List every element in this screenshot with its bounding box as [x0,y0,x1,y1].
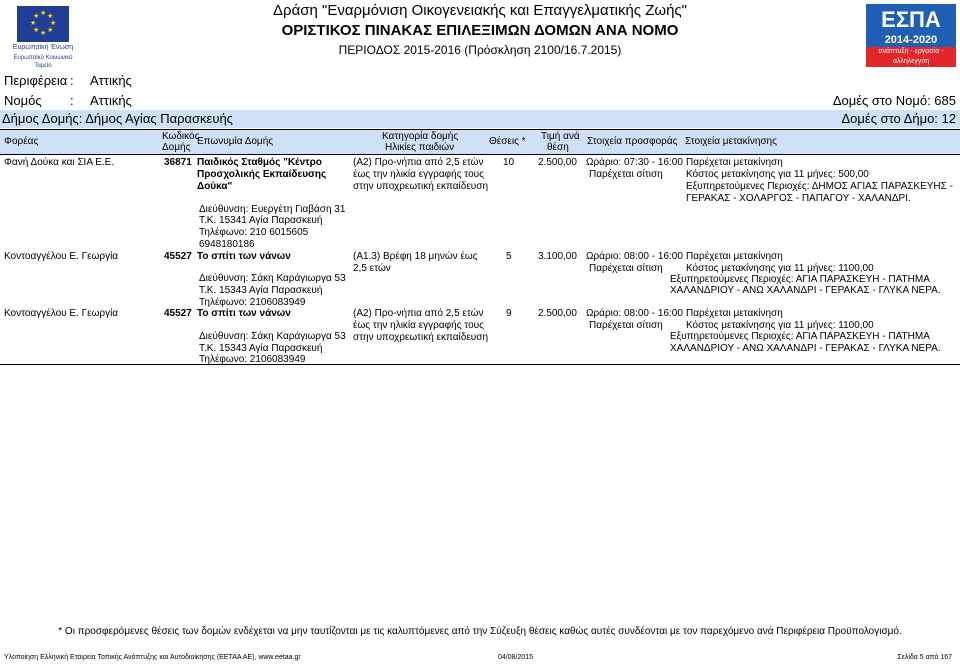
row-foreas: Κοντοαγγέλου Ε. Γεωργία [4,308,119,319]
eu-flag-icon: ★ ★ ★ ★ ★ ★ ★ ★ [17,6,69,42]
row-address-line2: Τ.Κ. 15343 Αγία Παρασκευή [199,285,323,296]
municipality-name: Δήμος Δομής: Δήμος Αγίας Παρασκευής [2,111,233,126]
row-price: 3.100,00 [538,251,577,262]
espa-logo-name: ΕΣΠΑ [866,4,956,34]
row-price: 2.500,00 [538,157,577,168]
row-address-line2: Τ.Κ. 15341 Αγία Παρασκευή [199,215,323,226]
row-category-line3: στην υποχρεωτική εκπαίδευση [353,181,488,192]
row-code: 45527 [164,308,192,319]
row-transport-line2: Κόστος μετακίνησης για 11 μήνες: 1100,00 [686,320,874,331]
row-address-line3: Τηλέφωνο: 210 6015605 [199,227,309,238]
row-name-line1: Το σπίτι των νάνων [197,251,291,262]
row-seats: 5 [506,251,512,262]
col-category-line1: Κατηγορία δομής [382,131,459,142]
col-offer: Στοιχεία προσφοράς [587,136,678,147]
col-price-line2: θέση [547,142,569,153]
row-transport-line4: ΓΕΡΑΚΑΣ - ΧΟΛΑΡΓΟΣ - ΠΑΠΑΓΟΥ - ΧΑΛΑΝΔΡΙ. [686,193,911,204]
footer-date: 04/08/2015 [498,654,534,661]
col-code-line1: Κωδικός [162,131,200,142]
row-transport-line1: Παρέχεται μετακίνηση [686,308,783,319]
table-header [0,129,960,155]
prefecture-label: Νομός [4,93,42,108]
row-foreas: Κοντοαγγέλου Ε. Γεωργία [4,251,119,262]
prefecture-count: Δομές στο Νομό: 685 [832,93,956,108]
row-offer-meals: Παρέχεται σίτιση [589,169,663,180]
row-address-line4: 6948180186 [199,239,255,250]
eu-logo-sublabel: Ευρωπαϊκό Κοινωνικό Ταμείο [13,55,73,69]
region-label: Περιφέρεια [4,73,68,88]
row-code: 45527 [164,251,192,262]
row-address-line1: Διεύθυνση: Σάκη Καράγιωργα 53 [199,331,346,342]
row-code: 36871 [164,157,192,168]
row-offer-meals: Παρέχεται σίτιση [589,320,663,331]
row-category-line2: έως την ηλικία εγγραφής τους [353,320,484,331]
row-category-line2: 2,5 ετών [353,263,391,274]
col-category-line2: Ηλικίες παιδιών [385,142,455,153]
document-period: ΠΕΡΙΟΔΟΣ 2015-2016 (Πρόσκληση 2100/16.7.2015) [338,43,622,57]
row-address-line2: Τ.Κ. 15343 Αγία Παρασκευή [199,343,323,354]
municipality-count: Δομές στο Δήμο: 12 [841,111,956,126]
row-offer-meals: Παρέχεται σίτιση [589,263,663,274]
table-bottom-border [0,364,960,365]
col-name: Επωνυμία Δομής [197,136,274,147]
footnote: * Οι προσφερόμενες θέσεις των δομών ενδέχεται να μην ταυτίζονται με τις καλυπτόμενες από την Σύζευξη θέσεις καθώς αυτές συνδέονται με τον παρεχόμενο ανά Περιφέρεια Προϋπολογισμό. [58,626,902,637]
row-category-line2: έως την ηλικία εγγραφής τους [353,169,484,180]
row-transport-line2: Κόστος μετακίνησης για 11 μήνες: 1100,00 [686,263,874,274]
region-value: Αττικής [90,73,132,88]
row-transport-line4: ΧΑΛΑΝΔΡΙΟΥ - ΑΝΩ ΧΑΛΑΝΔΡΙ - ΓΕΡΑΚΑΣ - ΓΛΥΚΑ ΝΕΡΑ. [670,343,941,354]
row-transport-line1: Παρέχεται μετακίνηση [686,251,783,262]
row-name-line3: Δούκα" [197,181,233,192]
row-category-line1: (Α1.3) Βρέφη 18 μηνών έως [353,251,478,262]
row-address-line3: Τηλέφωνο: 2106083949 [199,297,306,308]
row-transport-line3: Εξυπηρετούμενες Περιοχές: ΔΗΜΟΣ ΑΓΙΑΣ ΠΑΡΑΣΚΕΥΗΣ - [686,181,953,192]
row-address-line1: Διεύθυνση: Σάκη Καράγιωργα 53 [199,273,346,284]
document-subtitle: ΟΡΙΣΤΙΚΟΣ ΠΙΝΑΚΑΣ ΕΠΙΛΕΞΙΜΩΝ ΔΟΜΩΝ ΑΝΑ ΝΟΜΟ [281,22,679,39]
row-category-line3: στην υποχρεωτική εκπαίδευση [353,332,488,343]
row-price: 2.500,00 [538,308,577,319]
row-name-line1: Το σπίτι των νάνων [197,308,291,319]
row-name-line2: Προσχολικής Εκπαίδευσης [197,169,327,180]
row-offer-hours: Ωράριο: 07:30 - 16:00 [586,157,683,168]
footer-org: Υλοποίηση Ελληνική Εταιρεία Τοπικής Ανάπτυξης και Αυτοδιοίκησης (ΕΕΤΑΑ ΑΕ), www.eetaa.gr [4,654,301,661]
row-name-line1: Παιδικός Σταθμός "Κέντρο [197,157,322,168]
row-category-line1: (Α2) Προ-νήπια από 2,5 ετών [353,308,484,319]
col-seats: Θέσεις * [489,136,526,147]
row-address-line3: Τηλέφωνο: 2106083949 [199,354,306,365]
row-seats: 10 [503,157,515,168]
row-offer-hours: Ωράριο: 08:00 - 16:00 [586,308,683,319]
row-address-line1: Διεύθυνση: Ευεργέτη Γιαβάση 31 [199,204,346,215]
row-transport-line3: Εξυπηρετούμενες Περιοχές: ΑΓΙΑ ΠΑΡΑΣΚΕΥΗ - ΠΑΤΗΜΑ [670,274,930,285]
col-code-line2: Δομής [162,142,191,153]
espa-logo-years: 2014-2020 [866,34,956,47]
prefecture-sep: : [70,93,74,108]
row-transport-line1: Παρέχεται μετακίνηση [686,157,783,168]
row-category-line1: (Α2) Προ-νήπια από 2,5 ετών [353,157,484,168]
col-foreas: Φορέας [4,136,39,147]
row-transport-line3: Εξυπηρετούμενες Περιοχές: ΑΓΙΑ ΠΑΡΑΣΚΕΥΗ - ΠΑΤΗΜΑ [670,331,930,342]
municipality-band [0,110,960,128]
prefecture-value: Αττικής [90,93,132,108]
col-price-line1: Τιμή ανά [541,131,580,142]
row-transport-line2: Κόστος μετακίνησης για 11 μήνες: 500,00 [686,169,869,180]
footer-page: Σελίδα 5 από 167 [897,654,952,661]
document-title: Δράση "Εναρμόνιση Οικογενειακής και Επαγγελματικής Ζωής" [273,2,687,19]
row-foreas: Φανή Δούκα και ΣΙΑ Ε.Ε. [4,157,115,168]
espa-logo-tagline: ανάπτυξη - εργασία - αλληλεγγύη [866,47,956,67]
row-offer-hours: Ωράριο: 08:00 - 16:00 [586,251,683,262]
row-transport-line4: ΧΑΛΑΝΔΡΙΟΥ - ΑΝΩ ΧΑΛΑΝΔΡΙ - ΓΕΡΑΚΑΣ - ΓΛΥΚΑ ΝΕΡΑ. [670,285,941,296]
region-sep: : [70,73,74,88]
col-transport: Στοιχεία μετακίνησης [685,136,777,147]
row-seats: 9 [506,308,512,319]
eu-logo-label: Ευρωπαϊκή Ένωση [12,44,74,51]
